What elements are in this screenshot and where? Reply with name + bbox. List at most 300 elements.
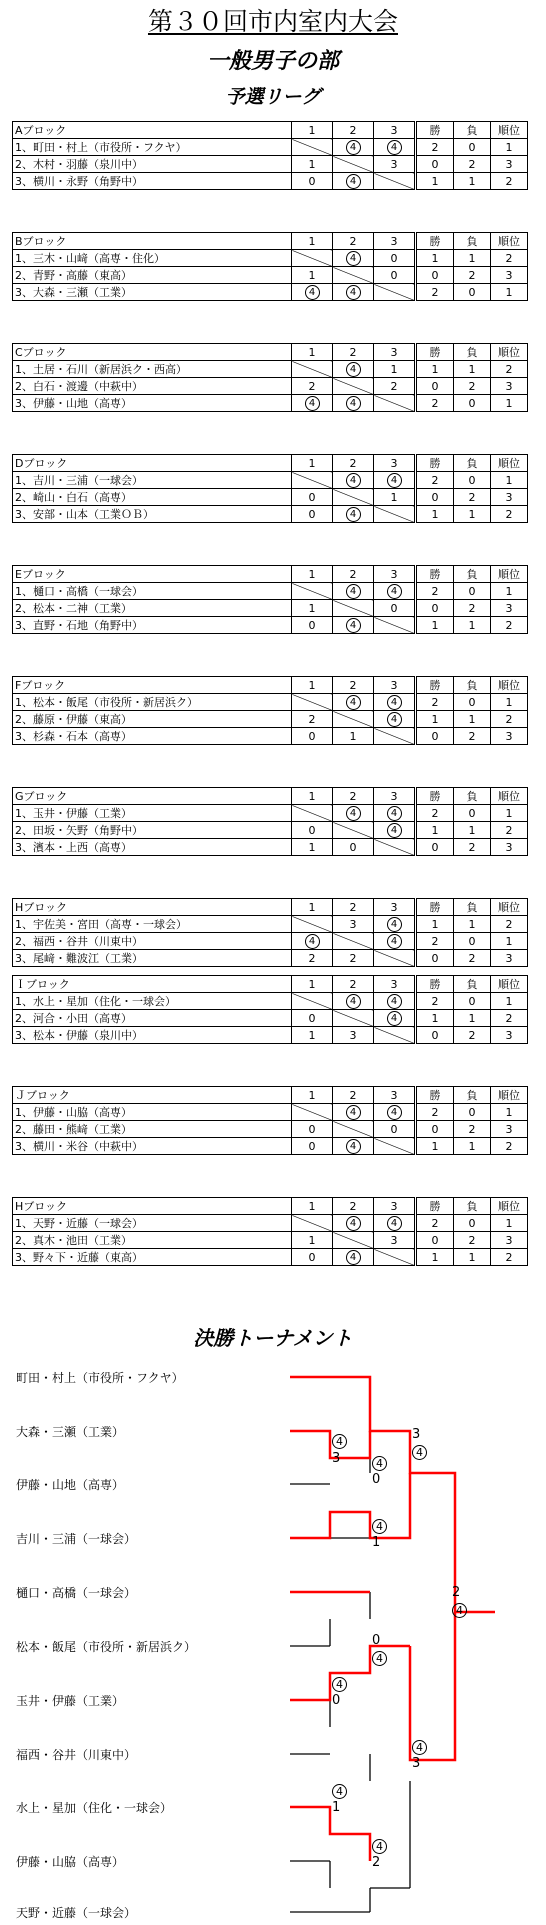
score-value: 4	[346, 584, 361, 599]
block-name: Fブロック	[13, 677, 292, 694]
score-value: 4	[346, 695, 361, 710]
col-header-rank: 順位	[491, 899, 528, 916]
score-value: 0	[308, 1011, 316, 1025]
col-header-m2: 2	[333, 788, 374, 805]
wins: 1	[416, 506, 454, 523]
score-value: 3	[349, 1028, 357, 1042]
col-header-m2: 2	[333, 899, 374, 916]
wins: 0	[416, 378, 454, 395]
tournament-player: 伊藤・山地（高専）	[16, 1478, 125, 1492]
rank: 1	[491, 472, 528, 489]
wins: 0	[416, 728, 454, 745]
col-header-m1: 1	[292, 566, 333, 583]
score-value: 1	[349, 729, 357, 743]
col-header-m3: 3	[374, 122, 416, 139]
col-header-m2: 2	[333, 566, 374, 583]
losses: 1	[454, 711, 491, 728]
pair-name: 2、真木・池田（工業）	[13, 1232, 292, 1249]
score-value: 1	[308, 601, 316, 615]
score-value: 4	[346, 1139, 361, 1154]
col-header-rank: 順位	[491, 788, 528, 805]
wins: 1	[416, 711, 454, 728]
tournament-player: 水上・星加（住化・一球会）	[16, 1801, 173, 1815]
tournament-score	[372, 1856, 380, 1870]
tournament-score	[332, 1452, 340, 1466]
losses: 1	[454, 173, 491, 190]
col-header-m1: 1	[292, 976, 333, 993]
col-header-m3: 3	[374, 1198, 416, 1215]
losses: 2	[454, 1232, 491, 1249]
score-value: 4	[387, 712, 402, 727]
score-value: 3	[390, 1233, 398, 1247]
score-value: 4	[387, 806, 402, 821]
pair-name: 2、田坂・矢野（角野中）	[13, 822, 292, 839]
pair-name: 3、伊藤・山地（高専）	[13, 395, 292, 412]
score-value: 4	[346, 362, 361, 377]
page-title: 第３０回市内室内大会	[147, 7, 398, 36]
wins: 0	[416, 839, 454, 856]
losses: 2	[454, 1121, 491, 1138]
wins: 2	[416, 993, 454, 1010]
pair-name: 3、直野・石地（角野中）	[13, 617, 292, 634]
score-value: 4	[305, 396, 320, 411]
tournament-player: 町田・村上（市役所・フクヤ）	[16, 1371, 184, 1385]
block-name: Bブロック	[13, 233, 292, 250]
losses: 0	[454, 472, 491, 489]
score-value: 0	[390, 268, 398, 282]
block-name: Dブロック	[13, 455, 292, 472]
wins: 2	[416, 284, 454, 301]
score-value: 4	[305, 934, 320, 949]
score-value: 1	[332, 1800, 341, 1815]
score-value: 4	[346, 806, 361, 821]
pair-name: 2、木村・羽藤（泉川中）	[13, 156, 292, 173]
losses: 0	[454, 805, 491, 822]
col-header-loss: 負	[454, 976, 491, 993]
score-value: 0	[308, 490, 316, 504]
wins: 0	[416, 1027, 454, 1044]
pair-name: 1、松本・飯尾（市役所・新居浜ク）	[13, 694, 292, 711]
rank: 1	[491, 694, 528, 711]
wins: 0	[416, 489, 454, 506]
pair-name: 2、河合・小田（高専）	[13, 1010, 292, 1027]
rank: 3	[491, 156, 528, 173]
losses: 0	[454, 583, 491, 600]
losses: 1	[454, 250, 491, 267]
col-header-m1: 1	[292, 1198, 333, 1215]
col-header-rank: 順位	[491, 566, 528, 583]
pair-name: 3、杉森・石本（高専）	[13, 728, 292, 745]
tournament-score	[412, 1428, 420, 1442]
losses: 1	[454, 1138, 491, 1155]
score-value: 2	[308, 712, 316, 726]
score-value: 4	[387, 994, 402, 1009]
rank: 3	[491, 378, 528, 395]
pair-name: 3、松本・伊藤（泉川中）	[13, 1027, 292, 1044]
tournament-score	[372, 1473, 380, 1487]
losses: 2	[454, 1027, 491, 1044]
tournament-score	[412, 1740, 427, 1755]
losses: 2	[454, 839, 491, 856]
wins: 1	[416, 250, 454, 267]
score-value: 2	[349, 951, 357, 965]
col-header-win: 勝	[416, 344, 454, 361]
score-value: 4	[332, 1434, 347, 1449]
losses: 0	[454, 1104, 491, 1121]
col-header-win: 勝	[416, 1087, 454, 1104]
score-value: 0	[308, 1139, 316, 1153]
block-name: Cブロック	[13, 344, 292, 361]
tournament-score	[372, 1651, 387, 1666]
rank: 1	[491, 993, 528, 1010]
score-value: 4	[346, 473, 361, 488]
score-value: 4	[346, 396, 361, 411]
losses: 1	[454, 822, 491, 839]
score-value: 2	[308, 379, 316, 393]
wins: 0	[416, 1232, 454, 1249]
wins: 0	[416, 267, 454, 284]
score-value: 4	[332, 1784, 347, 1799]
wins: 2	[416, 583, 454, 600]
col-header-m2: 2	[333, 122, 374, 139]
col-header-m2: 2	[333, 1087, 374, 1104]
wins: 1	[416, 1010, 454, 1027]
score-value: 4	[346, 251, 361, 266]
col-header-win: 勝	[416, 566, 454, 583]
tournament-player: 天野・近藤（一球会）	[16, 1906, 137, 1920]
pair-name: 3、尾﨑・難波江（工業）	[13, 950, 292, 967]
wins: 1	[416, 1138, 454, 1155]
score-value: 2	[372, 1855, 381, 1870]
wins: 2	[416, 395, 454, 412]
score-value: 3	[412, 1756, 421, 1771]
block-name: Eブロック	[13, 566, 292, 583]
score-value: 4	[346, 1216, 361, 1231]
losses: 0	[454, 395, 491, 412]
col-header-rank: 順位	[491, 976, 528, 993]
score-value: 4	[412, 1740, 427, 1755]
score-value: 3	[412, 1427, 421, 1442]
score-value: 0	[308, 618, 316, 632]
col-header-m2: 2	[333, 344, 374, 361]
pair-name: 2、藤田・熊﨑（工業）	[13, 1121, 292, 1138]
rank: 1	[491, 583, 528, 600]
score-value: 1	[372, 1535, 381, 1550]
score-value: 0	[390, 601, 398, 615]
rank: 1	[491, 933, 528, 950]
score-value: 4	[372, 1651, 387, 1666]
pair-name: 3、大森・三瀬（工業）	[13, 284, 292, 301]
pair-name: 3、安部・山本（工業ＯＢ）	[13, 506, 292, 523]
col-header-m3: 3	[374, 976, 416, 993]
col-header-loss: 負	[454, 899, 491, 916]
rank: 2	[491, 916, 528, 933]
wins: 0	[416, 156, 454, 173]
winner-path	[290, 1377, 495, 1861]
wins: 0	[416, 1121, 454, 1138]
score-value: 0	[308, 1250, 316, 1264]
rank: 3	[491, 1232, 528, 1249]
score-value: 3	[349, 917, 357, 931]
col-header-rank: 順位	[491, 1087, 528, 1104]
col-header-loss: 負	[454, 1087, 491, 1104]
tournament-player: 伊藤・山脇（高専）	[16, 1855, 125, 1869]
col-header-loss: 負	[454, 677, 491, 694]
pair-name: 2、白石・渡邊（中萩中）	[13, 378, 292, 395]
score-value: 2	[452, 1585, 461, 1600]
rank: 2	[491, 1249, 528, 1266]
tournament-score	[332, 1694, 340, 1708]
tournament-player: 樋口・高橋（一球会）	[16, 1586, 137, 1600]
tournament-score	[452, 1603, 467, 1618]
wins: 2	[416, 933, 454, 950]
losses: 2	[454, 267, 491, 284]
pair-name: 3、野々下・近藤（東高）	[13, 1249, 292, 1266]
score-value: 3	[390, 157, 398, 171]
score-value: 4	[452, 1603, 467, 1618]
wins: 1	[416, 617, 454, 634]
score-value: 4	[387, 1105, 402, 1120]
wins: 2	[416, 139, 454, 156]
tournament-player: 吉川・三浦（一球会）	[16, 1532, 137, 1546]
score-value: 2	[390, 379, 398, 393]
wins: 1	[416, 173, 454, 190]
wins: 1	[416, 361, 454, 378]
col-header-rank: 順位	[491, 1198, 528, 1215]
wins: 1	[416, 916, 454, 933]
score-value: 0	[390, 1122, 398, 1136]
rank: 3	[491, 1121, 528, 1138]
rank: 2	[491, 1010, 528, 1027]
wins: 1	[416, 1249, 454, 1266]
col-header-m2: 2	[333, 976, 374, 993]
col-header-m2: 2	[333, 677, 374, 694]
score-value: 0	[308, 823, 316, 837]
col-header-loss: 負	[454, 122, 491, 139]
rank: 1	[491, 395, 528, 412]
division-subtitle: 一般男子の部	[206, 48, 339, 74]
score-value: 4	[387, 584, 402, 599]
block-name: Hブロック	[13, 1198, 292, 1215]
col-header-m1: 1	[292, 788, 333, 805]
score-value: 4	[346, 618, 361, 633]
block-name: Aブロック	[13, 122, 292, 139]
score-value: 4	[372, 1519, 387, 1534]
rank: 2	[491, 250, 528, 267]
wins: 0	[416, 600, 454, 617]
col-header-m1: 1	[292, 122, 333, 139]
tournament-score	[332, 1784, 347, 1799]
losses: 0	[454, 139, 491, 156]
rank: 3	[491, 839, 528, 856]
col-header-m2: 2	[333, 1198, 374, 1215]
col-header-m3: 3	[374, 233, 416, 250]
rank: 1	[491, 139, 528, 156]
losses: 1	[454, 916, 491, 933]
rank: 3	[491, 489, 528, 506]
score-value: 4	[387, 1011, 402, 1026]
wins: 2	[416, 472, 454, 489]
block-name: Ｉブロック	[13, 976, 292, 993]
tournament-score	[372, 1634, 380, 1648]
score-value: 4	[387, 917, 402, 932]
losses: 1	[454, 361, 491, 378]
pair-name: 1、土居・石川（新居浜ク・西高）	[13, 361, 292, 378]
score-value: 0	[308, 507, 316, 521]
tournament-score	[332, 1801, 340, 1815]
tournament-player: 福西・谷井（川東中）	[16, 1748, 137, 1762]
losses: 2	[454, 728, 491, 745]
wins: 2	[416, 694, 454, 711]
block-name: Hブロック	[13, 899, 292, 916]
col-header-loss: 負	[454, 455, 491, 472]
wins: 1	[416, 822, 454, 839]
score-value: 4	[346, 994, 361, 1009]
league-title: 予選リーグ	[225, 86, 321, 108]
col-header-m1: 1	[292, 899, 333, 916]
pair-name: 1、三木・山﨑（高専・住化）	[13, 250, 292, 267]
rank: 2	[491, 361, 528, 378]
score-value: 4	[372, 1456, 387, 1471]
score-value: 4	[346, 174, 361, 189]
losses: 0	[454, 284, 491, 301]
col-header-loss: 負	[454, 344, 491, 361]
score-value: 4	[412, 1445, 427, 1460]
score-value: 0	[349, 840, 357, 854]
score-value: 1	[390, 362, 398, 376]
pair-name: 1、伊藤・山脇（高専）	[13, 1104, 292, 1121]
col-header-m3: 3	[374, 455, 416, 472]
tournament-score	[412, 1757, 420, 1771]
losses: 0	[454, 1215, 491, 1232]
pair-name: 3、横川・永野（角野中）	[13, 173, 292, 190]
score-value: 4	[387, 823, 402, 838]
block-name: Gブロック	[13, 788, 292, 805]
col-header-m3: 3	[374, 899, 416, 916]
losses: 2	[454, 156, 491, 173]
losses: 2	[454, 950, 491, 967]
tournament-player: 大森・三瀬（工業）	[16, 1425, 125, 1439]
score-value: 0	[308, 1122, 316, 1136]
tournament-score	[412, 1445, 427, 1460]
pair-name: 1、吉川・三浦（一球会）	[13, 472, 292, 489]
score-value: 4	[387, 1216, 402, 1231]
score-value: 0	[308, 729, 316, 743]
tournament-score	[452, 1586, 460, 1600]
pair-name: 2、崎山・白石（高専）	[13, 489, 292, 506]
col-header-m2: 2	[333, 455, 374, 472]
score-value: 4	[372, 1839, 387, 1854]
pair-name: 1、宇佐美・宮田（高専・一球会）	[13, 916, 292, 933]
score-value: 4	[387, 140, 402, 155]
tournament-title: 決勝トーナメント	[193, 1326, 353, 1350]
score-value: 4	[387, 934, 402, 949]
col-header-m2: 2	[333, 233, 374, 250]
col-header-m3: 3	[374, 788, 416, 805]
col-header-win: 勝	[416, 455, 454, 472]
tournament-player: 松本・飯尾（市役所・新居浜ク）	[16, 1640, 197, 1654]
col-header-rank: 順位	[491, 344, 528, 361]
col-header-win: 勝	[416, 677, 454, 694]
wins: 2	[416, 805, 454, 822]
col-header-win: 勝	[416, 233, 454, 250]
rank: 3	[491, 728, 528, 745]
score-value: 4	[346, 1105, 361, 1120]
col-header-rank: 順位	[491, 677, 528, 694]
wins: 2	[416, 1104, 454, 1121]
tournament-score	[372, 1839, 387, 1854]
score-value: 4	[346, 507, 361, 522]
losses: 1	[454, 506, 491, 523]
tournament-score	[372, 1519, 387, 1534]
wins: 2	[416, 1215, 454, 1232]
score-value: 4	[346, 1250, 361, 1265]
tournament-score	[332, 1677, 347, 1692]
col-header-m1: 1	[292, 677, 333, 694]
losses: 1	[454, 1249, 491, 1266]
score-value: 0	[372, 1633, 381, 1648]
col-header-win: 勝	[416, 899, 454, 916]
col-header-m3: 3	[374, 344, 416, 361]
score-value: 1	[308, 1233, 316, 1247]
col-header-win: 勝	[416, 976, 454, 993]
col-header-m3: 3	[374, 677, 416, 694]
score-value: 0	[390, 251, 398, 265]
score-value: 1	[390, 490, 398, 504]
col-header-rank: 順位	[491, 122, 528, 139]
rank: 3	[491, 950, 528, 967]
col-header-m3: 3	[374, 566, 416, 583]
losses: 0	[454, 993, 491, 1010]
pair-name: 1、樋口・高橋（一球会）	[13, 583, 292, 600]
rank: 1	[491, 1104, 528, 1121]
losses: 2	[454, 600, 491, 617]
score-value: 1	[308, 268, 316, 282]
pair-name: 3、横川・米谷（中萩中）	[13, 1138, 292, 1155]
tournament-score	[332, 1434, 347, 1449]
rank: 2	[491, 173, 528, 190]
score-value: 4	[346, 285, 361, 300]
rank: 2	[491, 506, 528, 523]
tournament-score	[372, 1456, 387, 1471]
col-header-loss: 負	[454, 566, 491, 583]
score-value: 0	[372, 1472, 381, 1487]
rank: 3	[491, 267, 528, 284]
score-value: 4	[387, 695, 402, 710]
wins: 0	[416, 950, 454, 967]
col-header-loss: 負	[454, 788, 491, 805]
losses: 1	[454, 1010, 491, 1027]
pair-name: 1、天野・近藤（一球会）	[13, 1215, 292, 1232]
rank: 2	[491, 711, 528, 728]
losses: 2	[454, 489, 491, 506]
pair-name: 1、玉井・伊藤（工業）	[13, 805, 292, 822]
score-value: 4	[332, 1677, 347, 1692]
rank: 1	[491, 805, 528, 822]
score-value: 4	[305, 285, 320, 300]
col-header-m1: 1	[292, 233, 333, 250]
score-value: 2	[308, 951, 316, 965]
col-header-m1: 1	[292, 344, 333, 361]
col-header-win: 勝	[416, 788, 454, 805]
col-header-rank: 順位	[491, 233, 528, 250]
pair-name: 1、水上・星加（住化・一球会）	[13, 993, 292, 1010]
col-header-m1: 1	[292, 1087, 333, 1104]
tournament-score	[372, 1536, 380, 1550]
pair-name: 3、濱本・上西（高専）	[13, 839, 292, 856]
losses: 1	[454, 617, 491, 634]
col-header-loss: 負	[454, 1198, 491, 1215]
